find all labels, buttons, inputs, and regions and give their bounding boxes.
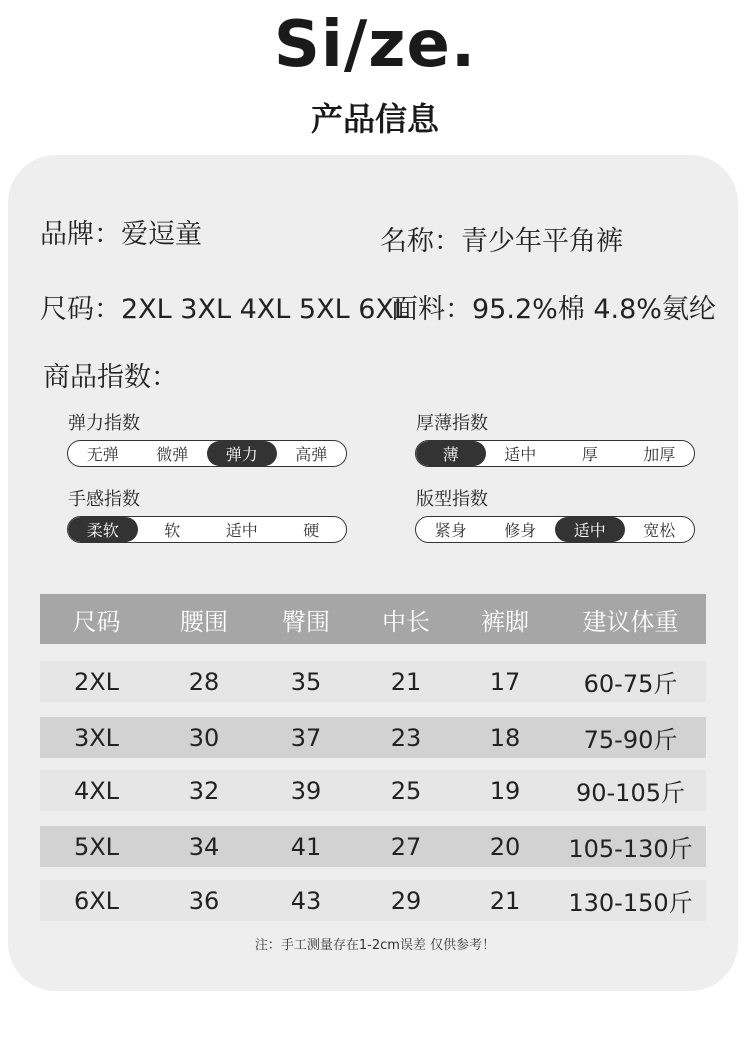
thickness-index-scale — [415, 440, 695, 467]
table-cell: 30 — [188, 723, 220, 752]
table-cell: 28 — [188, 667, 220, 696]
table-cell: 29 — [390, 886, 422, 915]
table-cell: 5XL — [73, 832, 120, 861]
table-header-cell: 腰围 — [180, 607, 228, 636]
table-cell: 37 — [290, 723, 322, 752]
thickness-option: 薄 — [416, 441, 486, 466]
fit-option: 修身 — [504, 521, 537, 540]
table-header-cell: 臀围 — [282, 607, 330, 636]
measurement-note: 注：手工测量存在1-2cm误差 仅供参考！ — [254, 938, 496, 953]
handfeel-option: 硬 — [303, 521, 320, 540]
thickness-option: 厚 — [581, 445, 598, 464]
table-cell: 36 — [188, 886, 220, 915]
sizes-text: 尺码：2XL 3XL 4XL 5XL 6XL — [40, 294, 409, 325]
fit-index-label: 版型指数 — [416, 489, 488, 510]
table-cell: 90-105斤 — [575, 779, 685, 807]
table-cell: 39 — [290, 776, 322, 805]
table-cell: 32 — [188, 776, 220, 805]
elasticity-index-scale — [67, 440, 347, 467]
elasticity-option: 弹力 — [207, 441, 277, 466]
table-cell: 35 — [290, 667, 322, 696]
page-title: Si/ze. — [273, 8, 477, 82]
table-cell: 75-90斤 — [583, 726, 678, 754]
table-row — [40, 880, 706, 921]
table-row — [40, 717, 706, 758]
thickness-option: 加厚 — [643, 445, 676, 464]
table-cell: 27 — [390, 832, 422, 861]
table-row — [40, 770, 706, 811]
table-header-cell: 中长 — [382, 607, 430, 636]
thickness-option: 适中 — [504, 445, 537, 464]
fit-option: 紧身 — [434, 521, 467, 540]
product-name-text: 名称：青少年平角裤 — [380, 226, 623, 257]
fabric-text: 面料：95.2%棉 4.8%氨纶 — [391, 294, 716, 325]
page-subtitle: 产品信息 — [310, 100, 439, 138]
table-header-cell: 尺码 — [72, 607, 121, 636]
table-header-cell: 建议体重 — [582, 607, 679, 636]
thickness-index-label: 厚薄指数 — [416, 413, 488, 434]
table-cell: 18 — [489, 723, 521, 752]
handfeel-option: 软 — [164, 521, 181, 540]
table-cell: 41 — [290, 832, 322, 861]
elasticity-option: 高弹 — [295, 445, 328, 464]
handfeel-option: 柔软 — [68, 517, 138, 542]
table-cell: 20 — [489, 832, 521, 861]
table-cell: 2XL — [73, 667, 120, 696]
elasticity-option: 微弹 — [156, 445, 189, 464]
table-cell: 60-75斤 — [583, 670, 678, 698]
size-table-header — [40, 594, 706, 644]
table-cell: 6XL — [73, 886, 120, 915]
table-cell: 21 — [489, 886, 521, 915]
table-cell: 17 — [489, 667, 521, 696]
elasticity-option: 无弹 — [86, 445, 119, 464]
fit-option: 适中 — [555, 517, 625, 542]
table-header-cell: 裤脚 — [481, 607, 529, 636]
table-cell: 25 — [390, 776, 422, 805]
table-cell: 3XL — [73, 723, 120, 752]
table-cell: 43 — [290, 886, 322, 915]
index-heading: 商品指数： — [43, 362, 178, 393]
table-cell: 34 — [188, 832, 220, 861]
handfeel-index-scale — [67, 516, 347, 543]
table-cell: 4XL — [73, 776, 120, 805]
elasticity-index-label: 弹力指数 — [68, 413, 140, 434]
brand-text: 品牌：爱逗童 — [40, 219, 202, 250]
table-cell: 19 — [489, 776, 521, 805]
table-cell: 23 — [390, 723, 422, 752]
fit-option: 宽松 — [643, 521, 676, 540]
handfeel-option: 适中 — [225, 521, 258, 540]
table-cell: 21 — [390, 667, 422, 696]
table-row — [40, 826, 706, 867]
table-cell: 130-150斤 — [568, 889, 693, 917]
table-cell: 105-130斤 — [568, 835, 693, 863]
table-row — [40, 661, 706, 702]
fit-index-scale — [415, 516, 695, 543]
handfeel-index-label: 手感指数 — [68, 489, 140, 510]
